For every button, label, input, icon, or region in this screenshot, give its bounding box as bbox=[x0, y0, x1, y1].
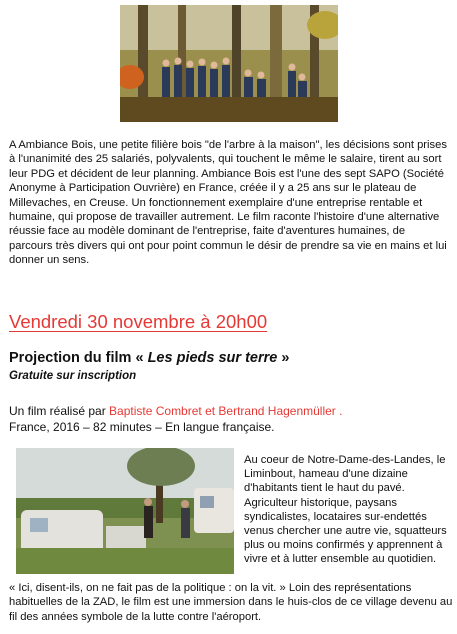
directors-link[interactable]: Baptiste Combret et Bertrand Hagenmüller . bbox=[109, 404, 343, 418]
film-title bbox=[9, 350, 289, 366]
film-details: France, 2016 – 82 minutes – En langue française. bbox=[9, 420, 275, 434]
film-still-photo bbox=[16, 448, 234, 574]
film-credits bbox=[9, 403, 342, 435]
event-date-heading: Vendredi 30 novembre à 20h00 bbox=[9, 311, 268, 332]
film-synopsis: Au coeur de Notre-Dame-des-Landes, le Liminbout, hameau d'une dizaine d'habitants tient le haut du pavé. Agriculteur historique, paysans syndicalistes, locataires sur-endettés venus chercher une autre vie, squatteurs plus ou moins confirmés y apprennent à vivre et à lutter ensemble au quotidien. bbox=[244, 454, 447, 566]
film-title-name: Les pieds sur terre bbox=[147, 350, 278, 366]
description-paragraph: A Ambiance Bois, une petite filière bois "de l'arbre à la maison", les décisions sont prises à l'unanimité des 25 salariés, polyvalents, qui touchent le même le salaire, tirent au sort leur PDG et décident de leur planning. Ambiance Bois est l'une des sept SAPO (Société Anonyme à Participation Ouvrière) en France, créée il y a 25 ans sur le plateau de Millevaches, en Creuse. Un fonctionnement exemplaire d'une entreprise rentable et humaine, qui propose de travailler autrement. Le film raconte l'histoire d'une alternative réussie face au modèle dominant de l'entreprise, faite d'aventures humaines, de parcours très divers qui ont pour point commun le désir de prendre sa vie en mains et lui donner un sens. bbox=[9, 139, 447, 267]
credits-prefix: Un film réalisé par bbox=[9, 404, 110, 418]
credits-line bbox=[9, 403, 342, 419]
group-photo-forest-icon bbox=[120, 5, 338, 122]
caravans-meadow-photo-icon bbox=[16, 448, 234, 574]
group-photo bbox=[120, 5, 338, 122]
film-quote-paragraph: « Ici, disent-ils, on ne fait pas de la politique : on la vit. » Loin des représentations habituelles de la ZAD, le film est une immersion dans le huis-clos de ce village devenu au fil des années symbole de la lutte contre l'aéroport. bbox=[9, 582, 453, 623]
event-subtitle: Gratuite sur inscription bbox=[9, 370, 137, 382]
film-title-prefix: Projection du film « bbox=[9, 350, 148, 366]
film-title-suffix: » bbox=[277, 350, 290, 366]
